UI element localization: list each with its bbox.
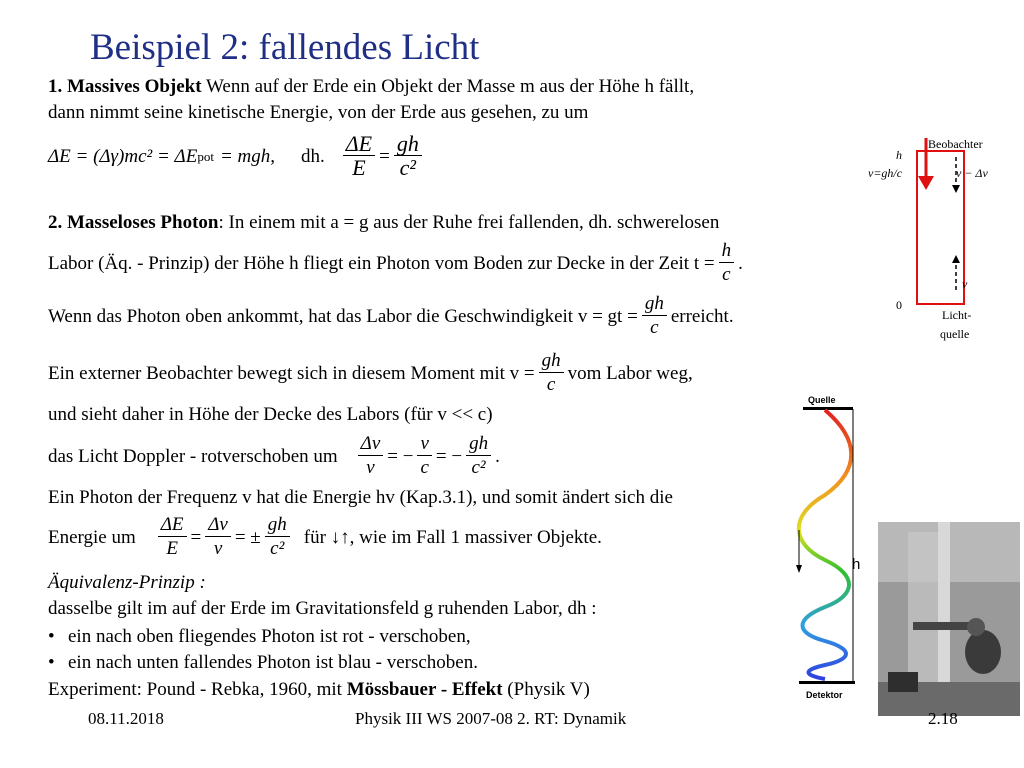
p2-text3: Wenn das Photon oben ankommt, hat das Labor die Geschwindigkeit v = gt =: [48, 305, 638, 327]
experiment-line: [48, 679, 590, 701]
p2-l3-frac: [642, 293, 667, 340]
equiv-bullet1: [48, 626, 471, 648]
p1-eq-rhs: = mgh,: [219, 145, 275, 167]
p2-l8-frac3: [265, 514, 290, 561]
p1-number: 1.: [48, 76, 63, 97]
p2-l6-frac1-den: v: [366, 457, 375, 478]
footer-date: 08.11.2018: [88, 709, 164, 728]
p2-l6-frac1: [358, 433, 384, 480]
source-up-arrow-icon: [952, 255, 960, 263]
wave-source-label: Quelle: [808, 395, 836, 405]
p2-l2-frac-den: c: [722, 264, 731, 285]
p1-frac2-den: c²: [399, 155, 416, 180]
p1-frac2-num: gh: [394, 133, 422, 156]
experiment-pre: Experiment: Pound - Rebka, 1960, mit: [48, 679, 342, 700]
p2-line7: Ein Photon der Frequenz v hat die Energie hv (Kap.3.1), und somit ändert sich die: [48, 487, 673, 508]
p2-line4: [48, 350, 693, 397]
p1-eq-sub: pot: [197, 148, 214, 164]
p2-heading: Masseloses Photon: [67, 212, 219, 233]
wave-path: [799, 410, 852, 679]
p2-line5: und sieht daher in Höhe der Decke des Labors (für v << c): [48, 404, 493, 425]
footer-center: Physik III WS 2007-08 2. RT: Dynamik: [355, 709, 627, 728]
p2-l4-frac: [539, 350, 564, 397]
bullet-dot-icon: •: [48, 626, 55, 647]
equiv-bullet2: [48, 652, 478, 674]
p2-l6-mid2: = −: [435, 445, 463, 467]
p2-l6-frac1-num: Δv: [358, 433, 384, 456]
p2-l4-frac-den: c: [546, 374, 556, 395]
diagram-v: v: [962, 277, 968, 291]
p2-l6-frac3-num: gh: [466, 433, 491, 456]
p2-l8-end: für ↓↑, wie im Fall 1 massiver Objekte.: [303, 526, 602, 548]
diagram-source1: Licht-: [942, 308, 972, 322]
equiv-heading: Äquivalenz-Prinzip :: [48, 572, 206, 593]
p2-line3: [48, 293, 734, 340]
p2-l8-frac3-num: gh: [265, 514, 290, 537]
p2-line6: [48, 433, 500, 480]
p2-l8-frac1-den: E: [166, 538, 178, 559]
p2-l3-end: erreicht.: [670, 305, 734, 327]
lab-down-arrow-icon: [918, 176, 934, 190]
p2-l2-frac: [719, 240, 735, 287]
p2-l6-frac2-num: v: [417, 433, 431, 456]
wave-detector-label: Detektor: [806, 690, 843, 700]
p2-l6-frac3-den: c²: [471, 457, 486, 478]
lab-diagram: [860, 120, 1020, 350]
p2-l4-end: vom Labor weg,: [567, 362, 693, 384]
p2-l2-end: .: [738, 252, 743, 274]
detector-plate: [799, 681, 855, 684]
p2-line2: [48, 240, 743, 287]
p2-l8-frac2: [205, 514, 231, 561]
p1-line2: dann nimmt seine kinetische Energie, von der Erde aus gesehen, zu um: [48, 102, 589, 123]
p2-l6-frac3: [466, 433, 491, 480]
p2-l4-frac-num: gh: [539, 350, 564, 373]
p2-line1: [48, 212, 719, 234]
diagram-source2: quelle: [940, 327, 970, 341]
p2-l6-frac2: [417, 433, 431, 480]
p1-dh: dh.: [300, 145, 325, 167]
diagram-observer: Beobachter: [928, 137, 983, 151]
p2-line8: [48, 514, 602, 561]
footer-page: 2.18: [928, 709, 958, 728]
p2-text2: Labor (Äq. - Prinzip) der Höhe h fliegt ein Photon vom Boden zur Decke in der Zeit t =: [48, 252, 715, 274]
p2-text1: : In einem mit a = g aus der Ruhe frei fallenden, dh. schwerelosen: [218, 212, 720, 233]
p2-l3-frac-den: c: [650, 317, 659, 338]
experiment-photo-image: [878, 522, 1020, 716]
p2-text4: Ein externer Beobachter bewegt sich in diesem Moment mit v =: [48, 362, 535, 384]
p2-l8-frac2-num: Δv: [205, 514, 231, 537]
p2-text6: das Licht Doppler - rotverschoben um: [48, 445, 338, 467]
p2-l8-mid: =: [190, 526, 202, 548]
diagram-v-minus: v − Δv: [956, 166, 988, 180]
p1-frac1-num: ΔE: [343, 133, 375, 156]
observer-down-arrow-icon: [952, 185, 960, 193]
experiment-bold: Mössbauer - Effekt: [346, 679, 503, 700]
p2-number: 2.: [48, 212, 63, 233]
p2-l6-end: .: [495, 445, 500, 467]
p1-frac1-den: E: [352, 155, 366, 180]
p2-l8-mid2: = ±: [234, 526, 261, 548]
p1-eq-sign: =: [379, 145, 390, 167]
p2-l8-frac1-num: ΔE: [158, 514, 187, 537]
p1-text1: Wenn auf der Erde ein Objekt der Masse m aus der Höhe h fällt,: [206, 76, 695, 97]
p2-l8-frac3-den: c²: [270, 538, 285, 559]
p2-l8-frac2-den: v: [213, 538, 223, 559]
p2-l8-frac1: [158, 514, 187, 561]
p1-heading: Massives Objekt: [67, 76, 202, 97]
equiv-line1: dasselbe gilt im auf der Erde im Gravitationsfeld g ruhenden Labor, dh :: [48, 598, 597, 619]
diagram-v-eq: v=gh/c: [868, 166, 903, 180]
diagram-zero: 0: [896, 298, 902, 312]
diagram-h: h: [896, 148, 902, 162]
p1-frac2: [394, 133, 422, 180]
p2-l2-frac-num: h: [719, 240, 735, 263]
fall-arrow-icon: [796, 565, 802, 573]
p2-text8: Energie um: [48, 526, 136, 548]
equiv-bullet2-text: ein nach unten fallendes Photon ist blau - verschoben.: [68, 652, 478, 673]
p2-l6-mid: = −: [387, 445, 414, 467]
experiment-photo: [878, 522, 1020, 716]
source-plate: [803, 407, 853, 410]
p2-l3-frac-num: gh: [642, 293, 667, 316]
p1-eq-lhs: ΔE = (Δγ)mc² = ΔE: [48, 145, 198, 167]
p1-line1: [48, 76, 694, 98]
slide-title: Beispiel 2: fallendes Licht: [90, 27, 480, 68]
bullet-dot-icon: •: [48, 652, 55, 673]
p1-frac1: [343, 133, 375, 180]
equiv-bullet1-text: ein nach oben fliegendes Photon ist rot - verschoben,: [68, 626, 471, 647]
experiment-post: (Physik V): [507, 679, 590, 700]
p2-l6-frac2-den: c: [420, 457, 429, 478]
wave-diagram: [785, 395, 875, 705]
p1-equation: [48, 133, 426, 180]
wave-h-label: h: [852, 556, 861, 573]
